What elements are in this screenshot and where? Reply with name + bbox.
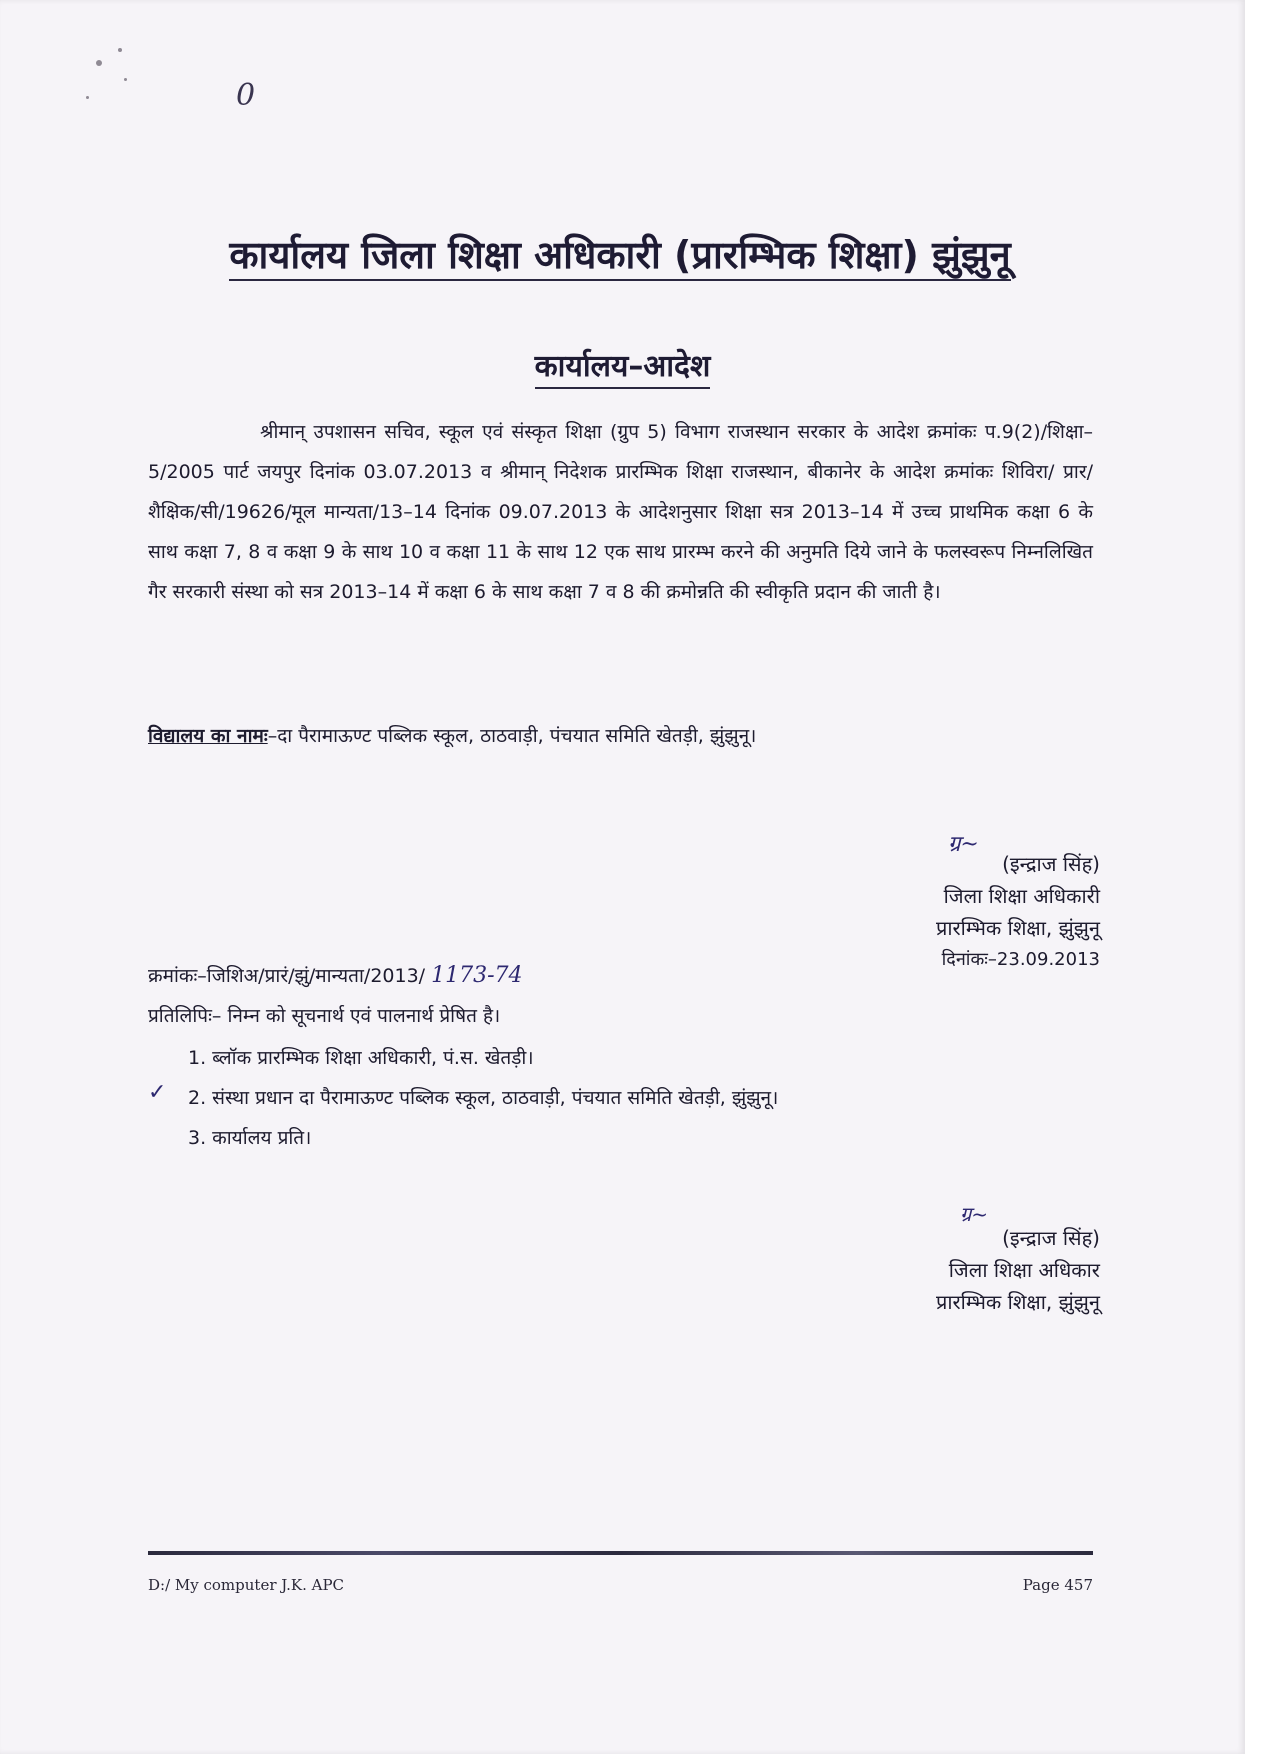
- signature-block-1: [860, 848, 1100, 976]
- school-name-value: –दा पैरामाऊण्ट पब्लिक स्कूल, ठाठवाड़ी, पंचयात समिति खेतड़ी, झुंझुनू।: [267, 725, 757, 747]
- reference-prefix: क्रमांकः–जिशिअ/प्रारं/झुं/मान्यता/2013/: [148, 965, 426, 987]
- reference-number: [148, 962, 523, 988]
- signatory-office: प्रारम्भिक शिक्षा, झुंझुनू: [935, 916, 1100, 940]
- copy-item: 1. ब्लॉक प्रारम्भिक शिक्षा अधिकारी, पं.स. खेतड़ी।: [188, 1047, 534, 1069]
- signature-initials-1: ग्र~: [948, 832, 979, 857]
- handwritten-corner-mark: 0: [236, 78, 256, 113]
- signature-initials-2: ग्र~: [960, 1202, 989, 1226]
- scan-speck: [118, 48, 122, 52]
- order-body: श्रीमान् उपशासन सचिव, स्कूल एवं संस्कृत शिक्षा (ग्रुप 5) विभाग राजस्थान सरकार के आदेश क्रमांकः प.9(2)/शिक्षा–5/2005 पार्ट जयपुर दिनांक 03.07.2013 व श्रीमान् निदेशक प्रारम्भिक शिक्षा राजस्थान, बीकानेर के आदेश क्रमांकः शिविरा/ प्रार/शैक्षिक/सी/19626/मूल मान्यता/13–14 दिनांक 09.07.2013 के आदेशनुसार शिक्षा सत्र 2013–14 में उच्च प्राथमिक कक्षा 6 के साथ कक्षा 7, 8 व कक्षा 9 के साथ 10 व कक्षा 11 के साथ 12 एक साथ प्रारम्भ करने की अनुमति दिये जाने के फलस्वरूप निम्नलिखित गैर सरकारी संस्था को सत्र 2013–14 में कक्षा 6 के साथ कक्षा 7 व 8 की क्रमोन्नति की स्वीकृति प्रदान की जाती है।: [148, 421, 1093, 603]
- footer-path: D:/ My computer J.K. APC: [148, 1576, 345, 1594]
- copy-item: 3. कार्यालय प्रति।: [188, 1127, 312, 1149]
- office-header: [150, 228, 1090, 280]
- footer-rule: [148, 1551, 1093, 1555]
- scan-speck: [124, 78, 127, 81]
- signatory-designation: जिला शिक्षा अधिकारी: [943, 884, 1100, 908]
- school-name-line: [148, 722, 1093, 748]
- office-header-text: कार्यालय जिला शिक्षा अधिकारी (प्रारम्भिक शिक्षा) झुंझुनू: [229, 233, 1010, 281]
- signatory-office: प्रारम्भिक शिक्षा, झुंझुनू: [935, 1290, 1100, 1314]
- signatory-name: (इन्द्राज सिंह): [1002, 1226, 1100, 1250]
- signatory-designation: जिला शिक्षा अधिकार: [948, 1258, 1100, 1282]
- page-number: Page 457: [1022, 1576, 1093, 1594]
- copy-intro: प्रतिलिपिः– निम्न को सूचनार्थ एवं पालनार्थ प्रेषित है।: [148, 1005, 501, 1027]
- reference-handwritten-number: 1173-74: [431, 963, 523, 988]
- copy-list: [188, 1038, 778, 1158]
- school-name-label: विद्यालय का नामः: [148, 725, 268, 747]
- copy-item: 2. संस्था प्रधान दा पैरामाऊण्ट पब्लिक स्कूल, ठाठवाड़ी, पंचयात समिति खेतड़ी, झुंझुनू।: [188, 1087, 779, 1109]
- handwritten-tick-mark: ✓: [148, 1080, 167, 1105]
- order-date: दिनांकः–23.09.2013: [941, 949, 1100, 970]
- scan-speck: [86, 96, 89, 99]
- signatory-name: (इन्द्राज सिंह): [1002, 852, 1100, 876]
- order-title: [0, 344, 1245, 385]
- scan-speck: [96, 60, 102, 66]
- scan-margin: [1245, 0, 1275, 1754]
- signature-block-2: [860, 1222, 1100, 1318]
- order-title-text: कार्यालय–आदेश: [535, 349, 711, 389]
